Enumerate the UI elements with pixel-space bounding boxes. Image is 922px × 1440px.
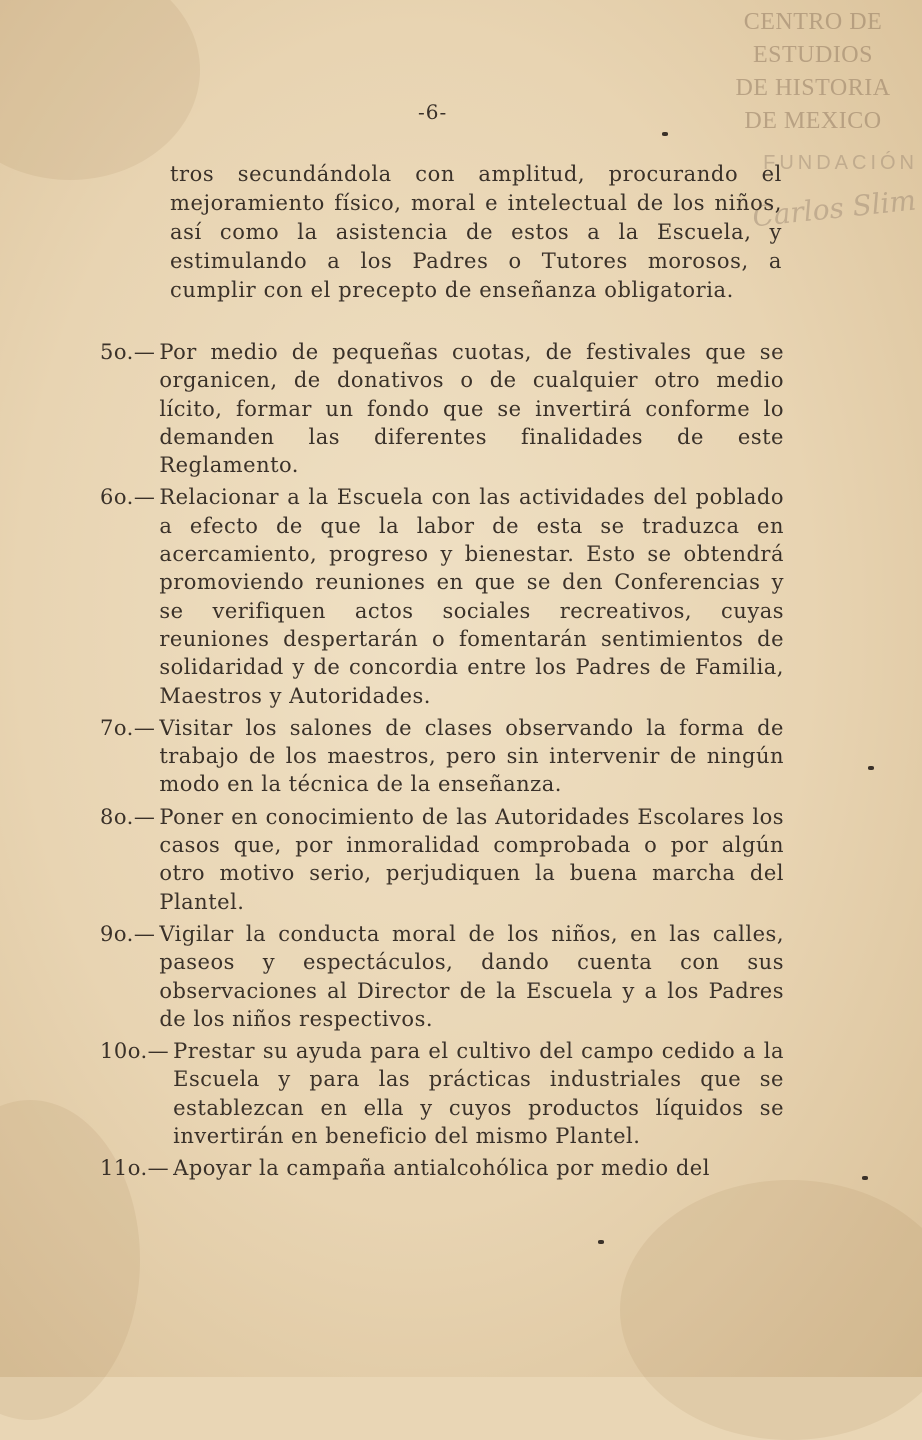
ink-speck (868, 766, 874, 770)
clause-dash: — (147, 1156, 170, 1181)
clause-text: Relacionar a la Escuela con las actividades del poblado a efecto de que la labor de esta se traduzca en acercamiento, progreso y bienestar. Esto se obtendrá promoviendo reuniones en que se den Conferencias y se verifiquen actos sociales recreativos, cuyas reuniones despertarán o fomentarán sentimientos de solidaridad y de concordia entre los Padres de Familia, Maestros y Autoridades. (159, 485, 784, 708)
clause-item (100, 714, 784, 799)
clause-dash: — (133, 921, 156, 946)
clause-text: Poner en conocimiento de las Autoridades Escolares los casos que, por inmoralidad comprobada o por algún otro motivo serio, perjudiquen la buena marcha del Plantel. (159, 804, 784, 914)
ink-speck (862, 1176, 868, 1180)
paper-stain (620, 1180, 922, 1440)
ink-speck (598, 1240, 604, 1244)
watermark-line: CENTRO DE (743, 9, 883, 35)
clause-text: Por medio de pequeñas cuotas, de festivales que se organicen, de donativos o de cualquier otro medio lícito, formar un fondo que se invertirá conforme lo demanden las diferentes finalidades de este Reglamento. (159, 340, 784, 478)
archive-watermark (718, 6, 908, 138)
clause-item (100, 1037, 784, 1150)
clause-text: Vigilar la conducta moral de los niños, en las calles, paseos y espectáculos, dando cuenta con sus observaciones al Director de la Escuela y a los Padres de los niños respectivos. (159, 921, 784, 1031)
clause-number: 8o. (100, 804, 134, 829)
clause-text: Visitar los salones de clases observando la forma de trabajo de los maestros, pero sin intervenir de ningún modo en la técnica de la enseñanza. (159, 715, 784, 797)
watermark-line: DE MEXICO (744, 108, 882, 134)
clause-number: 6o. (100, 485, 134, 510)
clause-number: 11o. (100, 1156, 148, 1181)
watermark-line: DE HISTORIA (735, 75, 891, 101)
clause-item (100, 338, 784, 479)
watermark-fundacion: FUNDACIÓN (763, 152, 918, 174)
watermark-line: ESTUDIOS (752, 42, 873, 68)
clause-dash: — (133, 485, 156, 510)
clause-item (100, 920, 784, 1033)
clause-item (100, 1154, 784, 1182)
watermark-signature: Carlos Slim (750, 183, 918, 234)
clause-dash: — (147, 1039, 170, 1064)
paper-stain (0, 0, 200, 180)
clause-dash: — (133, 715, 156, 740)
clause-number: 7o. (100, 715, 134, 740)
ink-speck (662, 132, 668, 136)
lead-paragraph: tros secundándola con amplitud, procurando el mejoramiento físico, moral e intelectual de los niños, así como la asistencia de estos a la Escuela, y estimulando a los Padres o Tutores morosos, a cumplir con el precepto de enseñanza obligatoria. (170, 162, 782, 302)
clause-number: 10o. (100, 1039, 148, 1064)
clause-dash: — (133, 804, 156, 829)
clause-number: 9o. (100, 921, 134, 946)
page-number: -6- (418, 100, 448, 124)
clause-item (100, 483, 784, 709)
clause-dash: — (133, 340, 156, 364)
clause-item (100, 803, 784, 916)
clause-text: Apoyar la campaña antialcohólica por medio del (173, 1156, 710, 1181)
clause-list (100, 338, 784, 1187)
clause-text: Prestar su ayuda para el cultivo del campo cedido a la Escuela y para las prácticas industriales que se establezcan en ella y cuyos productos líquidos se invertirán en beneficio del mismo Plantel. (173, 1039, 784, 1149)
clause-number: 5o. (100, 340, 134, 364)
